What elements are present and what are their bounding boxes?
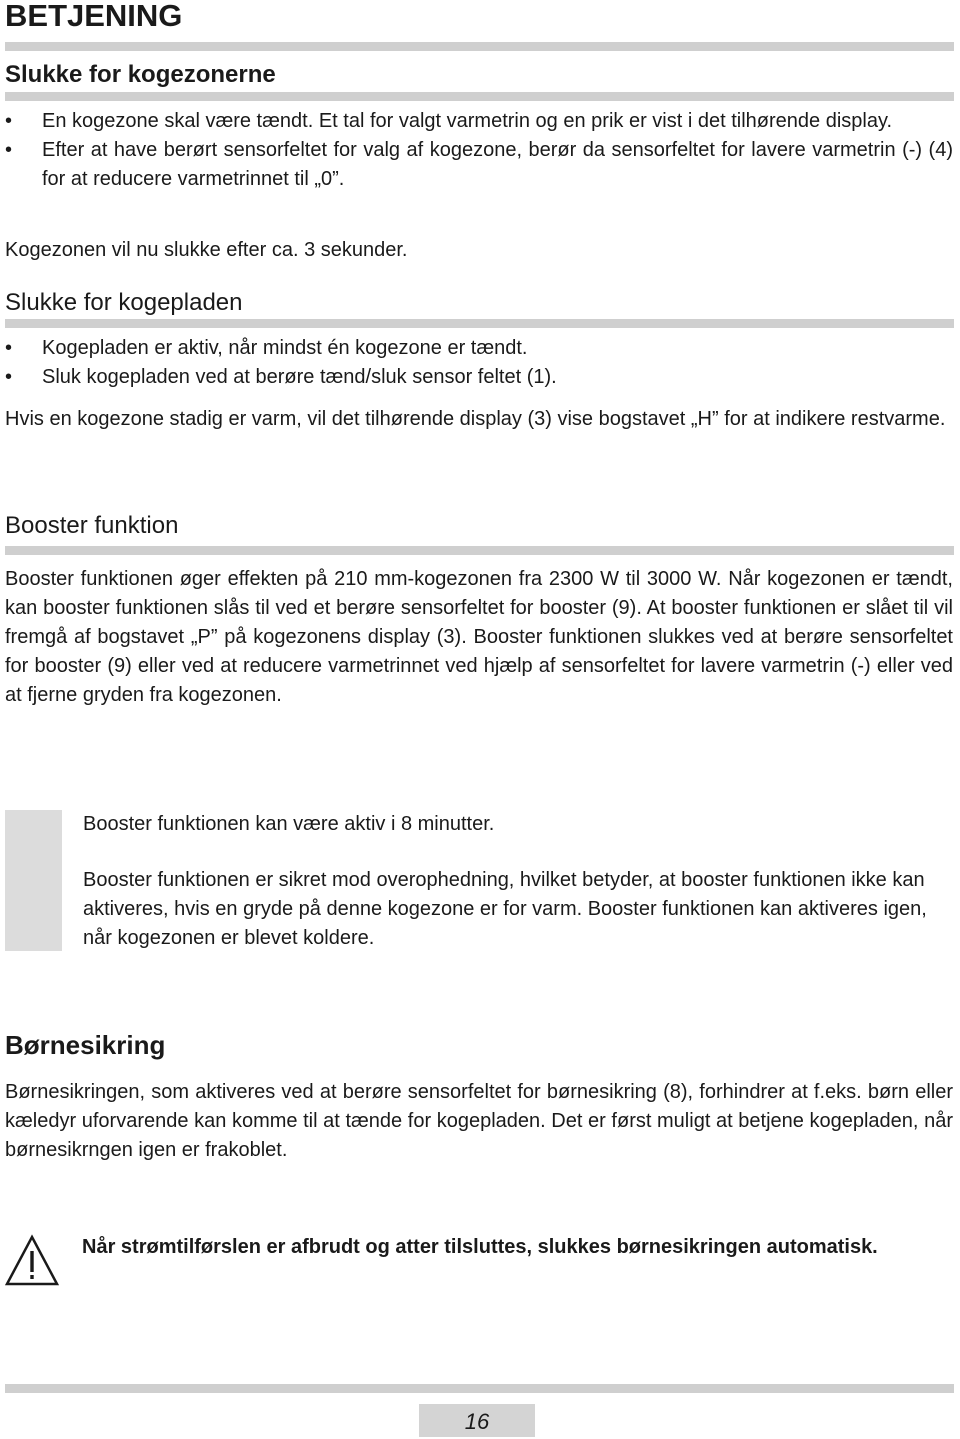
list-item-text: En kogezone skal være tændt. Et tal for valgt varmetrin og en prik er vist i det tilhørende display.	[42, 110, 893, 132]
section-divider	[5, 319, 954, 328]
paragraph-slukke-kogezone: Kogezonen vil nu slukke efter ca. 3 sekunder.	[5, 239, 408, 261]
section-divider	[5, 546, 954, 555]
warning-text: Når strømtilførslen er afbrudt og atter tilsluttes, slukkes børnesikringen automatisk.	[82, 1236, 878, 1258]
header-divider	[5, 42, 954, 51]
section-divider	[5, 92, 954, 101]
page-number: 16	[419, 1404, 535, 1437]
section-heading-slukke-kogeplade: Slukke for kogepladen	[5, 289, 243, 316]
section-heading-slukke-kogezone: Slukke for kogezonerne	[5, 61, 276, 88]
list-item	[5, 334, 953, 363]
section-heading-booster: Booster funktion	[5, 512, 179, 539]
section-heading-boernesikring: Børnesikring	[5, 1030, 166, 1060]
paragraph-boernesikring: Børnesikringen, som aktiveres ved at berøre sensorfeltet for børnesikring (8), forhindrer at f.eks. børn eller kæledyr uforvarende kan komme til at tænde for kogepladen. Det er først muligt at betjene kogepladen, når børnesikrngen igen er frakoblet.	[5, 1081, 953, 1161]
list-item-text: Efter at have berørt sensorfeltet for valg af kogezone, berør da sensorfeltet for lavere varmetrin (-) (4) for at reducere varmetrinnet til „0”.	[42, 139, 953, 190]
bullet-mark: •	[5, 366, 13, 388]
list-item-text: Kogepladen er aktiv, når mindst én kogezone er tændt.	[42, 337, 528, 359]
bullet-mark: •	[5, 337, 13, 359]
list-item	[5, 136, 953, 194]
note-booster-duration: Booster funktionen kan være aktiv i 8 minutter.	[83, 813, 495, 835]
warning-triangle-icon	[4, 1233, 60, 1289]
bullet-mark: •	[5, 139, 13, 161]
paragraph-booster: Booster funktionen øger effekten på 210 mm-kogezonen fra 2300 W til 3000 W. Når kogezonen er tændt, kan booster funktionen slås til ved et berøre sensorfeltet for booster (9). At booster funktionen er slået til vil fremgå af bogstavet „P” på kogezonens display (3). Booster funktionen slukkes ved at berøre sensorfeltet for booster (9) eller ved at reducere varmetrinnet ved hjælp af sensorfeltet for lavere varmetrin (-) eller ved at fjerne gryden fra kogezonen.	[5, 568, 953, 706]
note-booster-overheat: Booster funktionen er sikret mod overophedning, hvilket betyder, at booster funktionen ikke kan aktiveres, hvis en gryde på denne kogezone er for varm. Booster funktionen kan aktiveres igen, når kogezonen er blevet koldere.	[83, 869, 927, 949]
bullet-list-slukke-kogezone	[5, 107, 953, 194]
footer-divider	[5, 1384, 954, 1393]
list-item	[5, 107, 953, 136]
bullet-list-slukke-kogeplade	[5, 334, 953, 392]
list-item-text: Sluk kogepladen ved at berøre tænd/sluk sensor feltet (1).	[42, 366, 557, 388]
list-item	[5, 363, 953, 392]
note-marker-bar	[5, 810, 62, 951]
bullet-mark: •	[5, 110, 13, 132]
paragraph-restvarme: Hvis en kogezone stadig er varm, vil det tilhørende display (3) vise bogstavet „H” for at indikere restvarme.	[5, 408, 946, 430]
page-title: BETJENING	[5, 0, 183, 33]
